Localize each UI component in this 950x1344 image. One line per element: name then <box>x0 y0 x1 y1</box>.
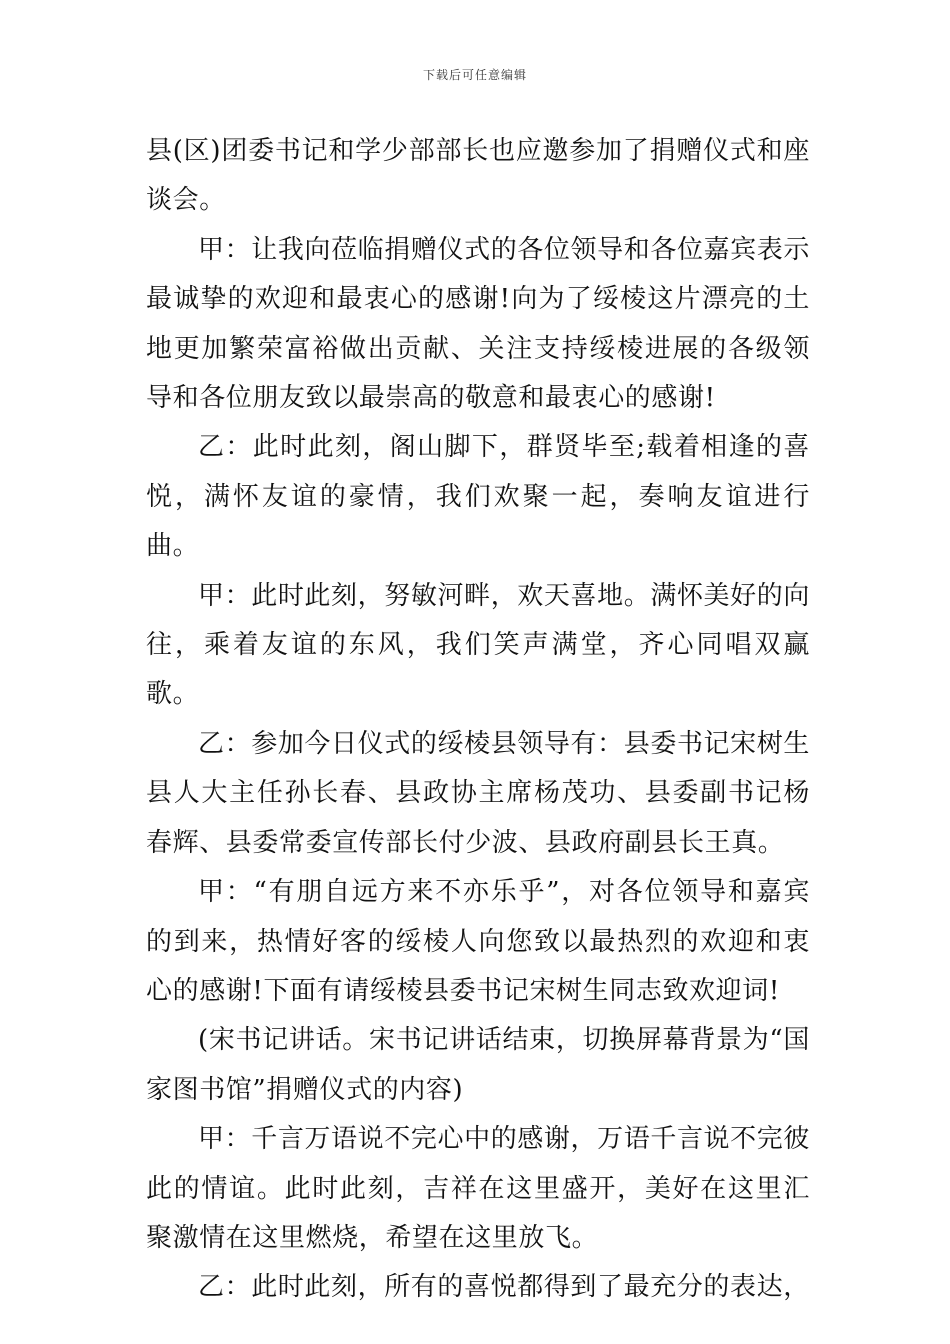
paragraph-jia-river: 甲：此时此刻，努敏河畔，欢天喜地。满怀美好的向往，乘着友谊的东风，我们笑声满堂，齐心同唱双赢歌。 <box>146 580 810 710</box>
paragraph-jia-welcome: 甲：让我向莅临捐赠仪式的各位领导和各位嘉宾表示最诚挚的欢迎和最衷心的感谢!向为了绥棱这片漂亮的土地更加繁荣富裕做出贡献、关注支持绥棱进展的各级领导和各位朋友致以最崇高的敬意和最衷心的感谢! <box>146 234 810 414</box>
paragraph-jia-thanks: 甲：千言万语说不完心中的感谢，万语千言说不完彼此的情谊。此时此刻，吉祥在这里盛开，美好在这里汇聚激情在这里燃烧，希望在这里放飞。 <box>146 1124 810 1253</box>
paragraph-jia-friends: 甲：“有朋自远方来不亦乐乎”，对各位领导和嘉宾的到来，热情好客的绥棱人向您致以最热烈的欢迎和衷心的感谢!下面有请绥棱县委书记宋树生同志致欢迎词! <box>146 877 810 1006</box>
paragraph-yi-leaders: 乙：参加今日仪式的绥棱县领导有：县委书记宋树生县人大主任孙长春、县政协主席杨茂功、县委副书记杨春辉、县委常委宣传部长付少波、县政府副县长王真。 <box>146 728 810 858</box>
paragraph-stage-note: (宋书记讲话。宋书记讲话结束，切换屏幕背景为“国家图书馆”捐赠仪式的内容) <box>146 1025 810 1105</box>
paragraph-yi-joy: 乙：此时此刻，所有的喜悦都得到了最充分的表达， <box>198 1272 810 1303</box>
paragraph-continuation: 县(区)团委书记和学少部部长也应邀参加了捐赠仪式和座谈会。 <box>146 136 810 216</box>
paragraph-yi-gathering: 乙：此时此刻，阁山脚下，群贤毕至;载着相逢的喜悦，满怀友谊的豪情，我们欢聚一起，奏响友谊进行曲。 <box>146 432 810 562</box>
page-header: 下载后可任意编辑 <box>422 68 527 82</box>
document-body <box>146 127 810 1313</box>
